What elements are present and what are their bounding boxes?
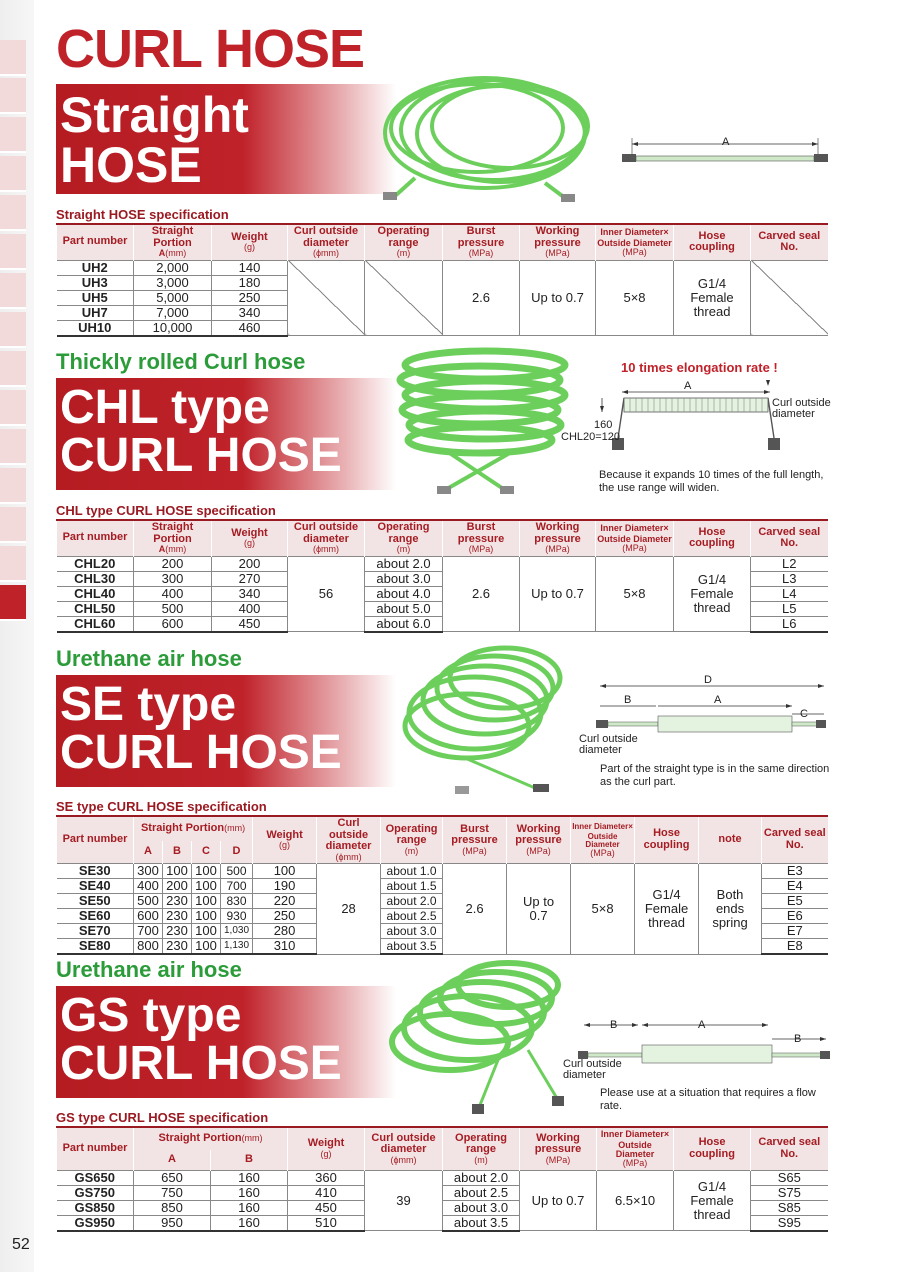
col-curl-od: Curl outside diameter (ϕmm) <box>288 224 365 260</box>
gs-spec-table <box>56 1126 828 1232</box>
table-row: GS750 750 160 410 about 2.5 S75 <box>57 1185 828 1200</box>
side-tab <box>0 507 26 543</box>
col-part-number: Part number <box>57 224 134 260</box>
chl-subhead: Thickly rolled Curl hose <box>56 349 306 374</box>
col-part-number: Part number <box>57 1127 134 1170</box>
col-weight: Weight (g) <box>288 1127 365 1170</box>
col-working: Working pressure (MPa) <box>507 816 571 864</box>
col-diameter: Inner Diameter× Outside Diameter (MPa) <box>571 816 635 864</box>
side-tab <box>0 234 26 270</box>
table-row: GS850 850 160 450 about 3.0 S85 <box>57 1200 828 1215</box>
table-row: UH10 10,000 460 <box>57 320 828 336</box>
col-b: B <box>211 1150 288 1170</box>
col-diameter: Inner Diameter× Outside Diameter (MPa) <box>596 224 674 260</box>
side-tab <box>0 429 26 465</box>
col-straight-portion: Straight Portion(mm) <box>134 816 253 841</box>
dim-label-a: A <box>698 1019 706 1031</box>
table-row: SE30 300 100 100 500 100 28 about 1.0 2.6 Up to 0.7 5×8 G1/4 Female thread Both ends spring E3 <box>57 864 828 879</box>
table-row: UH5 5,000 250 <box>57 290 828 305</box>
gs-note: Please use at a situation that requires a flow rate. <box>600 1087 816 1112</box>
col-curl-od: Curl outside diameter (ϕmm) <box>365 1127 443 1170</box>
table-row: CHL40 400 340 about 4.0 L4 <box>57 586 828 601</box>
chl-spec-table <box>56 519 828 633</box>
col-coupling: Hose coupling <box>635 816 699 864</box>
dim-label-160: 160 <box>594 419 613 431</box>
table-row: GS950 950 160 510 about 3.5 S95 <box>57 1215 828 1231</box>
col-seal: Carved seal No. <box>751 224 828 260</box>
chl-dimension-diagram <box>590 378 830 468</box>
dim-label-b: B <box>624 694 632 706</box>
table-row: UH7 7,000 340 <box>57 305 828 320</box>
table-row: CHL60 600 450 about 6.0 L6 <box>57 616 828 632</box>
empty-cell <box>365 260 443 336</box>
col-a: A <box>134 841 163 863</box>
side-tab <box>0 78 26 114</box>
table-row: SE40 400 200 100 700 190 about 1.5 E4 <box>57 879 828 894</box>
col-burst: Burst pressure (MPa) <box>443 224 520 260</box>
dim-label-b2: B <box>794 1033 802 1045</box>
chl-banner <box>56 378 396 490</box>
col-a: A <box>134 1150 211 1170</box>
col-burst: Burst pressure (MPa) <box>443 816 507 864</box>
col-curl-od: Curl outside diameter (ϕmm) <box>288 520 365 556</box>
table-row: GS650 650 160 360 39 about 2.0 Up to 0.7 6.5×10 G1/4 Female thread S65 <box>57 1170 828 1185</box>
col-weight: Weight (g) <box>212 520 288 556</box>
col-burst: Burst pressure (MPa) <box>443 520 520 556</box>
banner-line: HOSE <box>60 137 202 193</box>
table-row: CHL20 200 200 56 about 2.0 2.6 Up to 0.7 5×8 G1/4 Female thread L2 <box>57 556 828 571</box>
side-tab <box>0 195 26 231</box>
col-operating: Operating range (m) <box>365 224 443 260</box>
se-banner <box>56 675 396 787</box>
col-c: C <box>192 841 221 863</box>
col-operating: Operating range (m) <box>381 816 443 864</box>
page-title: CURL HOSE <box>56 19 365 79</box>
dim-label-a: A <box>714 694 722 706</box>
page-number: 52 <box>12 1236 30 1253</box>
col-operating: Operating range (m) <box>443 1127 520 1170</box>
table-row: SE80 800 230 100 1,130 310 about 3.5 E8 <box>57 939 828 955</box>
col-diameter: Inner Diameter× Outside Diameter (MPa) <box>597 1127 674 1170</box>
side-tab <box>0 40 26 76</box>
chl-hose-image <box>385 340 575 510</box>
side-tab <box>0 546 26 582</box>
banner-line: GS type <box>60 989 242 1042</box>
curl-od-label: Curl outside diameter <box>579 733 638 756</box>
side-tab <box>0 117 26 153</box>
chl-note: Because it expands 10 times of the full length, the use range will widen. <box>599 469 824 494</box>
col-b: B <box>163 841 192 863</box>
col-seal: Carved seal No. <box>751 520 828 556</box>
side-tab <box>0 351 26 387</box>
col-straight-portion: Straight Portion A(mm) <box>134 520 212 556</box>
se-spec-title: SE type CURL HOSE specification <box>56 799 267 814</box>
curl-od-label: Curl outside diameter <box>563 1058 622 1081</box>
col-note: note <box>699 816 762 864</box>
col-coupling: Hose coupling <box>674 1127 751 1170</box>
col-working: Working pressure (MPa) <box>520 224 596 260</box>
col-d: D <box>221 841 253 863</box>
dim-label-chl20: CHL20=120 <box>561 431 621 443</box>
col-curl-od: Curl outside diameter (ϕmm) <box>317 816 381 864</box>
banner-line: SE type <box>60 678 237 731</box>
col-diameter: Inner Diameter× Outside Diameter (MPa) <box>596 520 674 556</box>
table-row: UH2 2,000 140 2.6 Up to 0.7 5×8 G1/4 Female thread <box>57 260 828 275</box>
col-part-number: Part number <box>57 816 134 864</box>
col-straight-portion: Straight Portion A(mm) <box>134 224 212 260</box>
side-tab <box>0 468 26 504</box>
straight-spec-title: Straight HOSE specification <box>56 207 229 222</box>
curl-od-label: Curl outside diameter <box>772 397 831 420</box>
straight-banner <box>56 84 396 194</box>
side-tab <box>0 156 26 192</box>
banner-line: CURL HOSE <box>60 726 342 779</box>
elongation-callout: 10 times elongation rate ! <box>621 360 778 375</box>
banner-line: CURL HOSE <box>60 1037 342 1090</box>
gs-spec-title: GS type CURL HOSE specification <box>56 1110 269 1125</box>
empty-cell <box>751 260 828 336</box>
dim-label-a: A <box>684 380 692 392</box>
col-working: Working pressure (MPa) <box>520 1127 597 1170</box>
gs-banner <box>56 986 396 1098</box>
banner-line: CURL HOSE <box>60 429 342 482</box>
col-straight-portion: Straight Portion(mm) <box>134 1127 288 1150</box>
banner-line: Straight <box>60 87 249 143</box>
se-subhead: Urethane air hose <box>56 646 242 671</box>
side-tab <box>0 390 26 426</box>
table-row: SE60 600 230 100 930 250 about 2.5 E6 <box>57 909 828 924</box>
se-note: Part of the straight type is in the same direction as the curl part. <box>600 763 830 788</box>
table-row: SE50 500 230 100 830 220 about 2.0 E5 <box>57 894 828 909</box>
gs-subhead: Urethane air hose <box>56 957 242 982</box>
col-weight: Weight (g) <box>212 224 288 260</box>
table-row: UH3 3,000 180 <box>57 275 828 290</box>
col-working: Working pressure (MPa) <box>520 520 596 556</box>
side-tab <box>0 273 26 309</box>
col-coupling: Hose coupling <box>674 520 751 556</box>
banner-line: CHL type <box>60 381 270 434</box>
dim-label-b: B <box>610 1019 618 1031</box>
se-spec-table <box>56 815 828 955</box>
se-hose-image <box>385 638 585 808</box>
gs-hose-image <box>378 950 578 1120</box>
straight-hose-image <box>375 68 605 208</box>
col-seal: Carved seal No. <box>762 816 828 864</box>
table-row: CHL50 500 400 about 5.0 L5 <box>57 601 828 616</box>
empty-cell <box>288 260 365 336</box>
chl-spec-title: CHL type CURL HOSE specification <box>56 503 276 518</box>
side-tab <box>0 312 26 348</box>
col-weight: Weight (g) <box>253 816 317 864</box>
dim-label-d: D <box>704 674 712 686</box>
side-tab-active <box>0 585 26 621</box>
table-row: SE70 700 230 100 1,030 280 about 3.0 E7 <box>57 924 828 939</box>
col-operating: Operating range (m) <box>365 520 443 556</box>
dim-label-c: C <box>800 708 808 720</box>
col-part-number: Part number <box>57 520 134 556</box>
col-seal: Carved seal No. <box>751 1127 828 1170</box>
dim-label-a: A <box>722 136 730 148</box>
col-coupling: Hose coupling <box>674 224 751 260</box>
table-row: CHL30 300 270 about 3.0 L3 <box>57 571 828 586</box>
straight-spec-table <box>56 223 828 337</box>
